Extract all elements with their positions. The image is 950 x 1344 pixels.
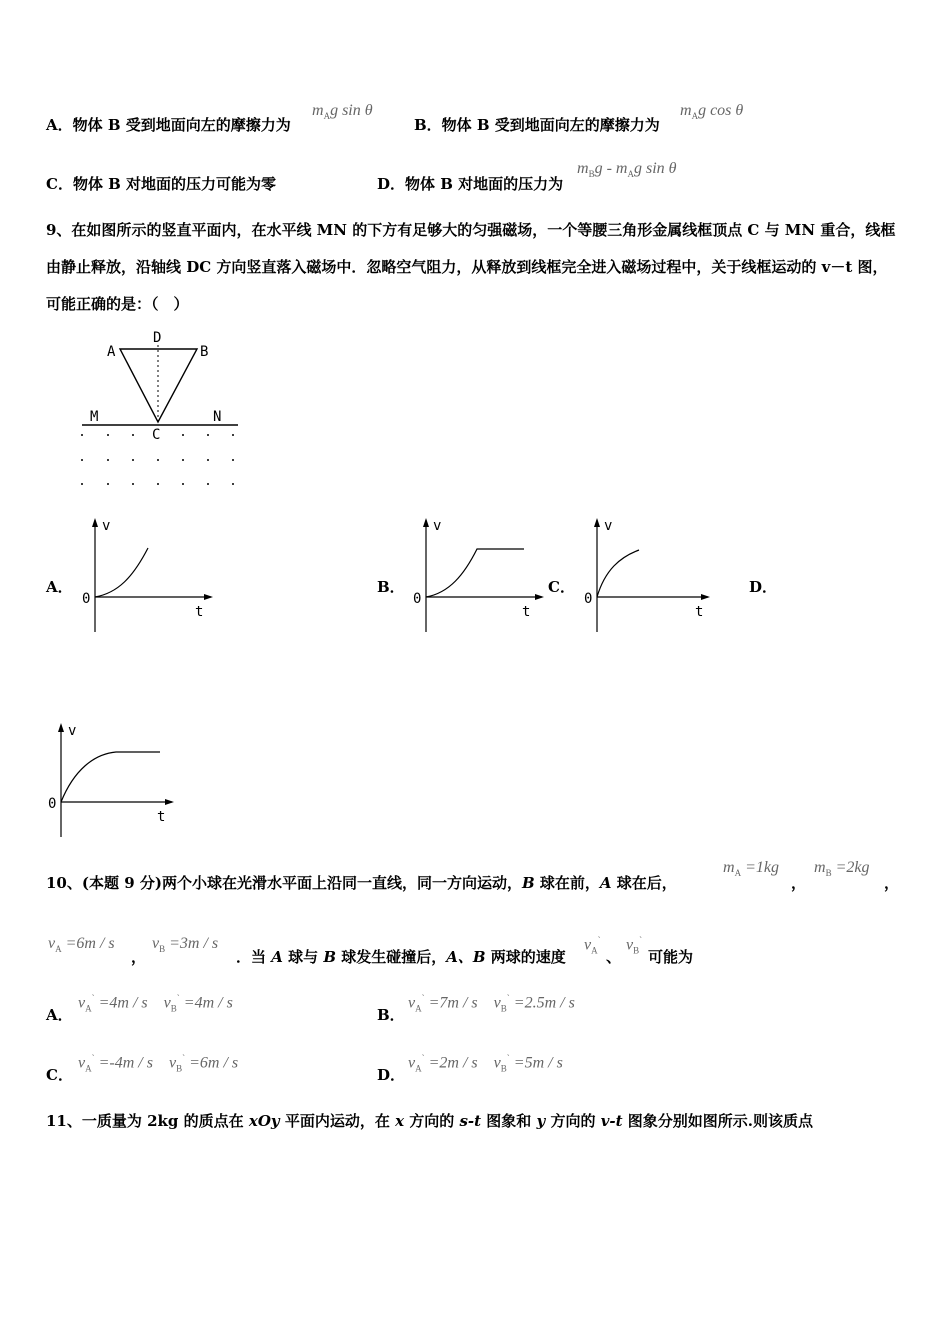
label-m: M (90, 409, 99, 425)
svg-text:0: 0 (413, 591, 422, 607)
svg-text:t: t (195, 604, 204, 620)
svg-text:v: v (604, 518, 613, 534)
q10-intro: 10、(本题 9 分)两个小球在光滑水平面上沿同一直线，同一方向运动，B 球在前，A 球在后， (46, 874, 677, 892)
q10-ma: $m_A =1kg$ (723, 859, 779, 879)
q10-option-c-label: C． (46, 1066, 73, 1084)
q8-option-a-formula: $m_Ag$ sin θ (312, 102, 373, 122)
q10-comma-2: ， (884, 874, 900, 892)
svg-text:t: t (522, 604, 531, 620)
svg-text:0: 0 (584, 591, 593, 607)
svg-text:0: 0 (82, 591, 91, 607)
q10-sep: 、 (606, 948, 622, 966)
svg-text:t: t (695, 604, 704, 620)
label-b: B (200, 344, 209, 360)
curve (61, 752, 160, 802)
q8-option-a: A．物体 B 受到地面向左的摩擦力为 (46, 116, 291, 134)
q9-graph-a (78, 515, 218, 635)
svg-text:v: v (68, 723, 77, 739)
svg-text:0: 0 (48, 796, 57, 812)
label-n: N (213, 409, 222, 425)
q8-option-b-formula: $m_Ag$ cos θ (680, 102, 744, 122)
q10-vb-prime: $v_B^`$ (626, 935, 643, 956)
q9-option-c-label: C． (548, 578, 575, 596)
label-d: D (153, 330, 162, 346)
q8-option-c: C．物体 B 对地面的压力可能为零 (46, 175, 277, 193)
curve (95, 548, 148, 597)
q9-option-a-label: A． (46, 578, 73, 596)
q9-graph-b (409, 515, 549, 635)
q10-comma-1: ， (791, 874, 807, 892)
q8-option-b: B．物体 B 受到地面向左的摩擦力为 (414, 116, 660, 134)
q10-va-prime: $v_A^`$ (584, 935, 601, 956)
svg-text:v: v (102, 518, 111, 534)
q10-mb: $m_B =2kg$ (814, 859, 870, 879)
q10-option-b-label: B． (377, 1006, 405, 1024)
q10-line2-end: 可能为 (648, 948, 694, 966)
q10-option-d-label: D． (377, 1066, 406, 1084)
q11-text: 11、一质量为 2kg 的质点在 xOy 平面内运动，在 x 方向的 s-t 图象和 y 方向的 v-t 图象分别如图所示.则该质点 (46, 1112, 814, 1130)
q10-option-d-formula: $v_A^` =2m / s$ $v_B^` =5m / s$ (408, 1053, 563, 1074)
q9-option-d-label: D． (749, 578, 778, 596)
svg-text:t: t (157, 809, 166, 825)
curve (426, 549, 524, 597)
q10-line2: ．当 A 球与 B 球发生碰撞后，A、B 两球的速度 (236, 948, 566, 966)
label-a: A (107, 344, 116, 360)
label-c: C (152, 427, 161, 443)
q10-va: $v_A =6m / s$ (48, 935, 115, 955)
svg-text:v: v (433, 518, 442, 534)
q10-vb: $v_B =3m / s$ (152, 935, 219, 955)
q9-graph-c (580, 515, 720, 635)
q10-option-a-label: A． (46, 1006, 73, 1024)
q9-triangle-figure (70, 325, 250, 495)
q10-option-a-formula: $v_A^` =4m / s$ $v_B^` =4m / s$ (78, 993, 233, 1014)
q8-option-d: D．物体 B 对地面的压力为 (377, 175, 564, 193)
q10-comma-3: ， (131, 948, 147, 966)
q8-option-d-formula: $m_Bg - m_Ag$ sin θ (577, 160, 677, 180)
q9-option-b-label: B． (377, 578, 405, 596)
q9-question-text: 9、在如图所示的竖直平面内，在水平线 MN 的下方有足够大的匀强磁场，一个等腰三角形金属线框顶点 C 与 MN 重合，线框由静止释放，沿轴线 DC 方向竖直落入磁场中．忽略空气阻力，从释放到线框完全进入磁场过程中，关于线框运动的 v－t 图，可能正确的是：（ ） (46, 221, 896, 313)
q10-option-c-formula: $v_A^` =-4m / s$ $v_B^` =6m / s$ (78, 1053, 239, 1074)
curve (597, 550, 639, 597)
q10-option-b-formula: $v_A^` =7m / s$ $v_B^` =2.5m / s$ (408, 993, 575, 1014)
q9-graph-d (44, 720, 184, 840)
